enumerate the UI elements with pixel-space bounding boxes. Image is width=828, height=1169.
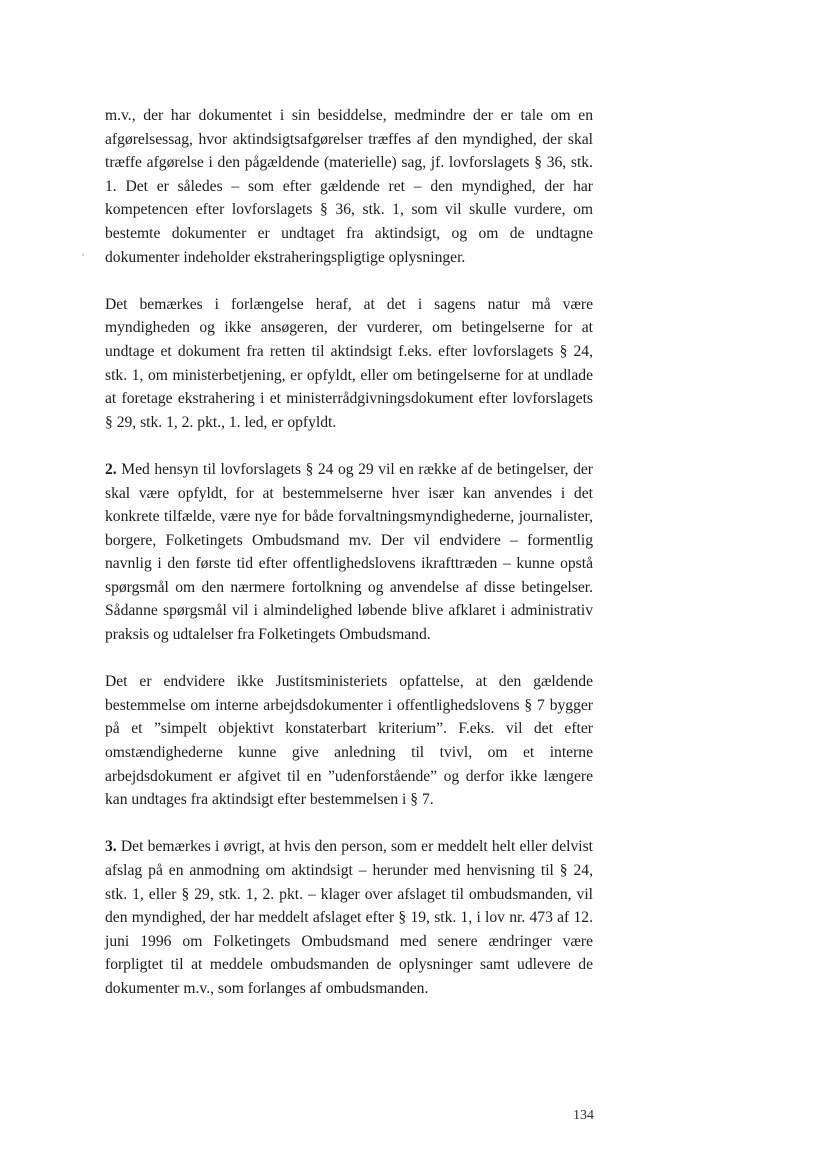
paragraph-text: m.v., der har dokumentet i sin besiddelse, medmindre der er tale om en afgørelsessag, hvor aktindsigtsafgørelser træffes af den myndighed, der skal træffe afgørelse i den pågældende (materielle) sag, jf. lovforslagets § 36, stk. 1. Det er således – som efter gældende ret – den myndighed, der har kompetencen efter lovforslagets § 36, stk. 1, som vil skulle vurdere, om bestemte dokumenter er undtaget fra aktindsigt, og om de undtagne dokumenter indeholder ekstraheringspligtige oplysninger. <box>105 107 593 266</box>
paragraph-text: Det bemærkes i øvrigt, at hvis den person, som er meddelt helt eller delvist afslag på en anmodning om aktindsigt – herunder med henvisning til § 24, stk. 1, eller § 29, stk. 1, 2. pkt. – klager over afslaget til ombudsmanden, vil den myndighed, der har meddelt afslaget efter § 19, stk. 1, i lov nr. 473 af 12. juni 1996 om Folketingets Ombudsmand med senere ændringer være forpligtet til at meddele ombudsmanden de oplysninger samt udlevere de dokumenter m.v., som forlanges af ombudsmanden. <box>105 838 593 997</box>
section-number: 3. <box>105 838 117 856</box>
body-text <box>105 104 593 1001</box>
paragraph <box>105 104 593 269</box>
paragraph <box>105 293 593 435</box>
paragraph-text: Det bemærkes i forlængelse heraf, at det i sagens natur må være myndigheden og ikke ansøgeren, der vurderer, om betingelserne for at undtage et dokument fra retten til aktindsigt f.eks. efter lovforslagets § 24, stk. 1, om ministerbetjening, er opfyldt, eller om betingelserne for at undlade at foretage ekstrahering i et ministerrådgivningsdokument efter lovforslagets § 29, stk. 1, 2. pkt., 1. led, er opfyldt. <box>105 295 593 431</box>
paragraph <box>105 670 593 812</box>
paragraph <box>105 835 593 1000</box>
page-number: 134 <box>573 1108 594 1123</box>
scan-speck <box>82 254 84 256</box>
paragraph-text: Det er endvidere ikke Justitsministeriets opfattelse, at den gældende bestemmelse om interne arbejdsdokumenter i offentlighedslovens § 7 bygger på et ”simpelt objektivt konstaterbart kriterium”. F.eks. vil det efter omstændighederne kunne give anledning til tvivl, om et interne arbejdsdokument er afgivet til en ”udenforstående” og derfor ikke længere kan undtages fra aktindsigt efter bestemmelsen i § 7. <box>105 673 593 809</box>
section-number: 2. <box>105 460 117 478</box>
paragraph-text: Med hensyn til lovforslagets § 24 og 29 vil en række af de betingelser, der skal være opfyldt, for at bestemmelserne hver især kan anvendes i det konkrete tilfælde, være nye for både forvaltningsmyndighederne, journalister, borgere, Folketingets Ombudsmand mv. Der vil endvidere – formentlig navnlig i den første tid efter offentlighedslovens ikrafttræden – kunne opstå spørgsmål om den nærmere fortolkning og anvendelse af disse betingelser. Sådanne spørgsmål vil i almindelighed løbende blive afklaret i administrativ praksis og udtalelser fra Folketingets Ombudsmand. <box>105 460 593 644</box>
paragraph <box>105 458 593 647</box>
